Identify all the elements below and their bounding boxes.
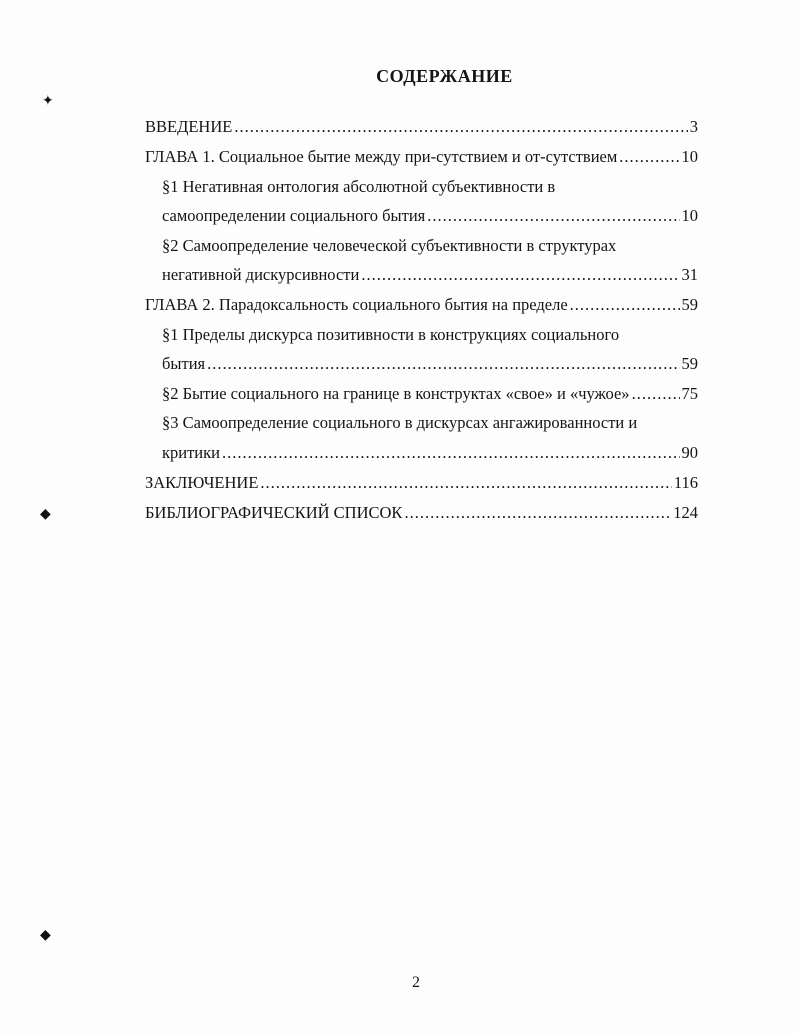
toc-entry-page: 59 xyxy=(681,295,698,314)
dot-leader xyxy=(260,473,671,493)
binding-mark-icon: ✦ xyxy=(42,94,54,109)
toc-entry-label: ГЛАВА 1. Социальное бытие между при-сутствием и от-сутствием xyxy=(145,147,618,166)
toc-entry-ch2-s2[interactable] xyxy=(162,384,698,404)
toc-entry-page: 10 xyxy=(681,206,698,225)
toc-entry-label: ВВЕДЕНИЕ xyxy=(145,117,233,136)
toc-entry-intro[interactable] xyxy=(145,117,698,137)
toc-entry-label: бытия xyxy=(162,354,206,373)
toc-entry-chapter-1[interactable] xyxy=(145,147,698,167)
toc-entry-label: самоопределении социального бытия xyxy=(162,206,426,225)
toc-entry-page: 116 xyxy=(673,473,698,492)
toc-entry-page: 10 xyxy=(681,147,698,166)
page-title: СОДЕРЖАНИЕ xyxy=(376,66,513,86)
toc-entry-ch2-s3[interactable] xyxy=(162,443,698,463)
dot-leader xyxy=(427,206,679,226)
toc-entry-label: §2 Бытие социального на границе в конструктах «свое» и «чужое» xyxy=(162,384,630,403)
toc-entry-label: БИБЛИОГРАФИЧЕСКИЙ СПИСОК xyxy=(145,503,403,522)
toc-entry-chapter-2[interactable] xyxy=(145,295,698,315)
toc-entry-page: 59 xyxy=(681,354,698,373)
toc-entry-conclusion[interactable] xyxy=(145,473,698,493)
dot-leader xyxy=(570,295,680,315)
toc-entry-bibliography[interactable] xyxy=(145,503,698,523)
dot-leader xyxy=(619,147,679,167)
toc-entry-page: 31 xyxy=(681,265,698,284)
toc-entry-label: ГЛАВА 2. Парадоксальность социального бытия на пределе xyxy=(145,295,568,314)
toc-entry-label: критики xyxy=(162,443,220,462)
toc-entry-page: 90 xyxy=(681,443,698,462)
dot-leader xyxy=(404,503,671,523)
toc-entry-page: 3 xyxy=(689,117,698,136)
dot-leader xyxy=(632,384,680,404)
binding-mark-icon: ◆ xyxy=(40,507,51,522)
dot-leader xyxy=(222,443,680,463)
toc-entry-ch1-s2-line1[interactable]: §2 Самоопределение человеческой субъективности в структурах xyxy=(162,236,617,255)
toc-entry-ch2-s1-line1[interactable]: §1 Пределы дискурса позитивности в конструкциях социального xyxy=(162,325,620,344)
dot-leader xyxy=(361,265,679,285)
dot-leader xyxy=(207,354,679,374)
binding-mark-icon: ◆ xyxy=(40,928,51,943)
toc-entry-page: 75 xyxy=(681,384,698,403)
page-number: 2 xyxy=(412,974,420,991)
toc-entry-ch1-s2[interactable] xyxy=(162,265,698,285)
toc-entry-ch1-s1[interactable] xyxy=(162,206,698,226)
toc-entry-ch2-s1[interactable] xyxy=(162,354,698,374)
dot-leader xyxy=(234,117,687,137)
toc-entry-label: ЗАКЛЮЧЕНИЕ xyxy=(145,473,259,492)
toc-entry-ch1-s1-line1[interactable]: §1 Негативная онтология абсолютной субъективности в xyxy=(162,177,556,196)
toc-entry-page: 124 xyxy=(673,503,698,522)
toc-entry-ch2-s3-line1[interactable]: §3 Самоопределение социального в дискурсах ангажированности и xyxy=(162,413,638,432)
toc-entry-label: негативной дискурсивности xyxy=(162,265,360,284)
